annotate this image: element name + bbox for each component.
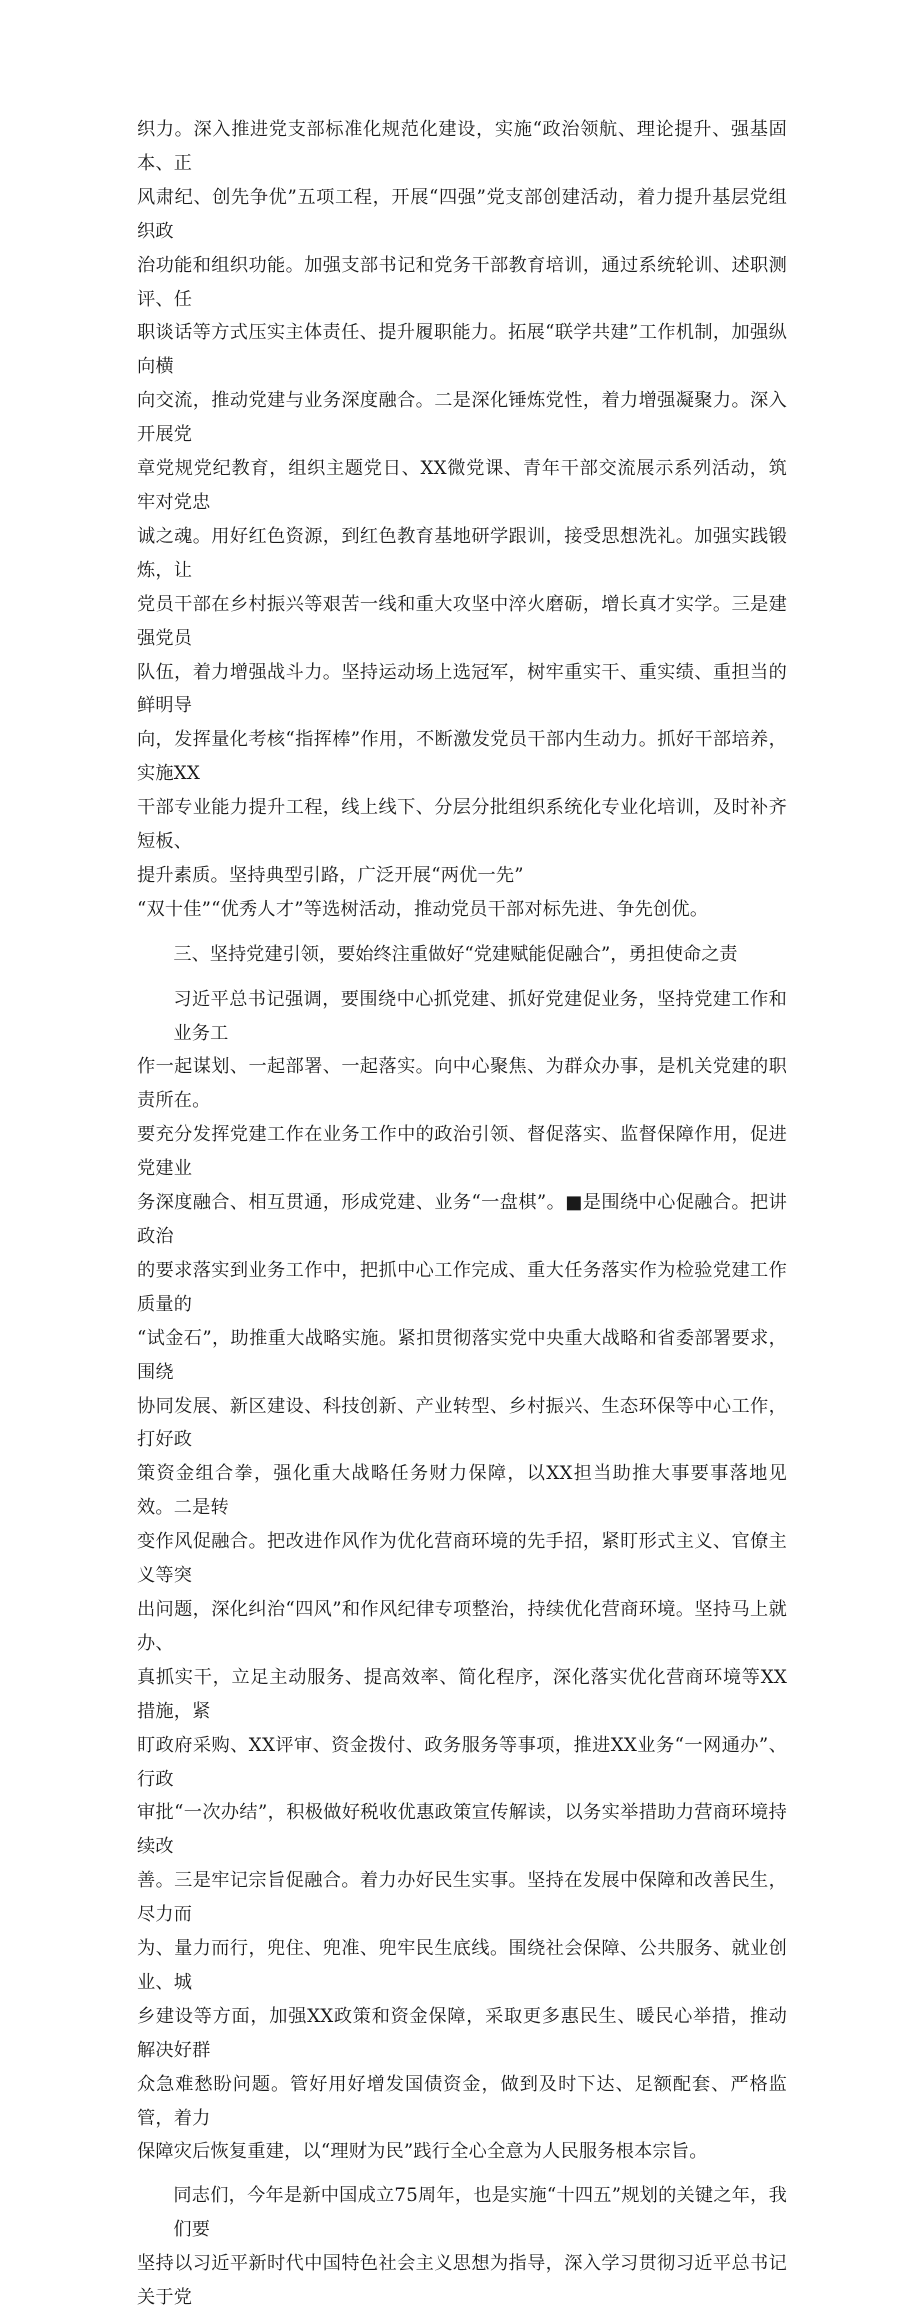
text-line: 盯政府采购、XX评审、资金拨付、政务服务等事项，推进XX业务“一网通办”、行政 xyxy=(137,1734,787,1790)
text-line: 干部专业能力提升工程，线上线下、分层分批组织系统化专业化培训，及时补齐短板、 xyxy=(137,797,787,853)
text-line: 众急难愁盼问题。管好用好增发国债资金，做到及时下达、足额配套、严格监管，着力 xyxy=(137,2073,787,2129)
text-line: 习近平总书记强调，要围绕中心抓党建、抓好党建促业务，坚持党建工作和业务工 xyxy=(173,988,787,1044)
text-line: 真抓实干，立足主动服务、提高效率、简化程序，深化落实优化营商环境等XX措施，紧 xyxy=(137,1666,787,1722)
text-line: 风肃纪、创先争优”五项工程，开展“四强”党支部创建活动，着力提升基层党组织政 xyxy=(137,186,787,242)
text-line: 坚持以习近平新时代中国特色社会主义思想为指导，深入学习贯彻习近平总书记关于党 xyxy=(137,2253,787,2309)
text-line: 要充分发挥党建工作在业务工作中的政治引领、督促落实、监督保障作用，促进党建业 xyxy=(137,1124,787,1180)
text-line: 策资金组合拳，强化重大战略任务财力保障，以XX担当助推大事要事落地见效。二是转 xyxy=(137,1463,787,1519)
text-line: 党员干部在乡村振兴等艰苦一线和重大攻坚中淬火磨砺，增长真才实学。三是建强党员 xyxy=(137,593,787,649)
text-line: 协同发展、新区建设、科技创新、产业转型、乡村振兴、生态环保等中心工作，打好政 xyxy=(137,1395,787,1451)
paragraph-closing xyxy=(137,2179,787,2315)
text-line: 务深度融合、相互贯通，形成党建、业务“一盘棋”。■是围绕中心促融合。把讲政治 xyxy=(137,1192,787,1247)
text-line: 变作风促融合。把改进作风作为优化营商环境的先手招，紧盯形式主义、官僚主义等突 xyxy=(137,1531,787,1587)
text-line: 诚之魂。用好红色资源，到红色教育基地研学跟训，接受思想洗礼。加强实践锻炼，让 xyxy=(137,525,787,581)
text-line: 的要求落实到业务工作中，把抓中心工作完成、重大任务落实作为检验党建工作质量的 xyxy=(137,1259,787,1315)
paragraph-party-integration xyxy=(137,983,787,2170)
text-line: 同志们，今年是新中国成立75周年，也是实施“十四五”规划的关键之年，我们要 xyxy=(173,2185,787,2241)
text-line: 织力。深入推进党支部标准化规范化建设，实施“政治领航、理论提升、强基固本、正 xyxy=(137,119,787,174)
text-line: 作一起谋划、一起部署、一起落实。向中心聚焦、为群众办事，是机关党建的职责所在。 xyxy=(137,1056,787,1112)
text-line: 章党规党纪教育，组织主题党日、XX微党课、青年干部交流展示系列活动，筑牢对党忠 xyxy=(137,458,787,513)
text-line: 保障灾后恢复重建，以“理财为民”践行全心全意为人民服务根本宗旨。 xyxy=(137,2141,708,2163)
text-line: 善。三是牢记宗旨促融合。着力办好民生实事。坚持在发展中保障和改善民生，尽力而 xyxy=(137,1870,787,1926)
section-heading-3: 三、坚持党建引领，要始终注重做好“党建赋能促融合”，勇担使命之责 xyxy=(173,943,738,965)
text-line: 向交流，推动党建与业务深度融合。二是深化锤炼党性，着力增强凝聚力。深入开展党 xyxy=(137,390,787,446)
text-line: 乡建设等方面，加强XX政策和资金保障，采取更多惠民生、暖民心举措，推动解决好群 xyxy=(137,2005,787,2061)
text-line: “双十佳”“优秀人才”等选树活动，推动党员干部对标先进、争先创优。 xyxy=(137,898,709,920)
text-line: 治功能和组织功能。加强支部书记和党务干部教育培训，通过系统轮训、述职测评、任 xyxy=(137,254,787,310)
text-line: 队伍，着力增强战斗力。坚持运动场上选冠军，树牢重实干、重实绩、重担当的鲜明导 xyxy=(137,661,787,717)
text-line: “试金石”，助推重大战略实施。紧扣贯彻落实党中央重大战略和省委部署要求，围绕 xyxy=(137,1327,787,1383)
text-line: 向，发挥量化考核“指挥棒”作用，不断激发党员干部内生动力。抓好干部培养，实施XX xyxy=(137,729,787,785)
text-line: 提升素质。坚持典型引路，广泛开展“两优一先” xyxy=(137,864,524,886)
text-line: 出问题，深化纠治“四风”和作风纪律专项整治，持续优化营商环境。坚持马上就办、 xyxy=(137,1598,787,1654)
text-line: 为、量力而行，兜住、兜准、兜牢民生底线。围绕社会保障、公共服务、就业创业、城 xyxy=(137,1938,787,1993)
paragraph-party-building-continued xyxy=(137,113,787,927)
text-line: 审批“一次办结”，积极做好税收优惠政策宣传解读，以务实举措助力营商环境持续改 xyxy=(137,1802,787,1858)
text-line: 职谈话等方式压实主体责任、提升履职能力。拓展“联学共建”工作机制，加强纵向横 xyxy=(137,322,787,378)
